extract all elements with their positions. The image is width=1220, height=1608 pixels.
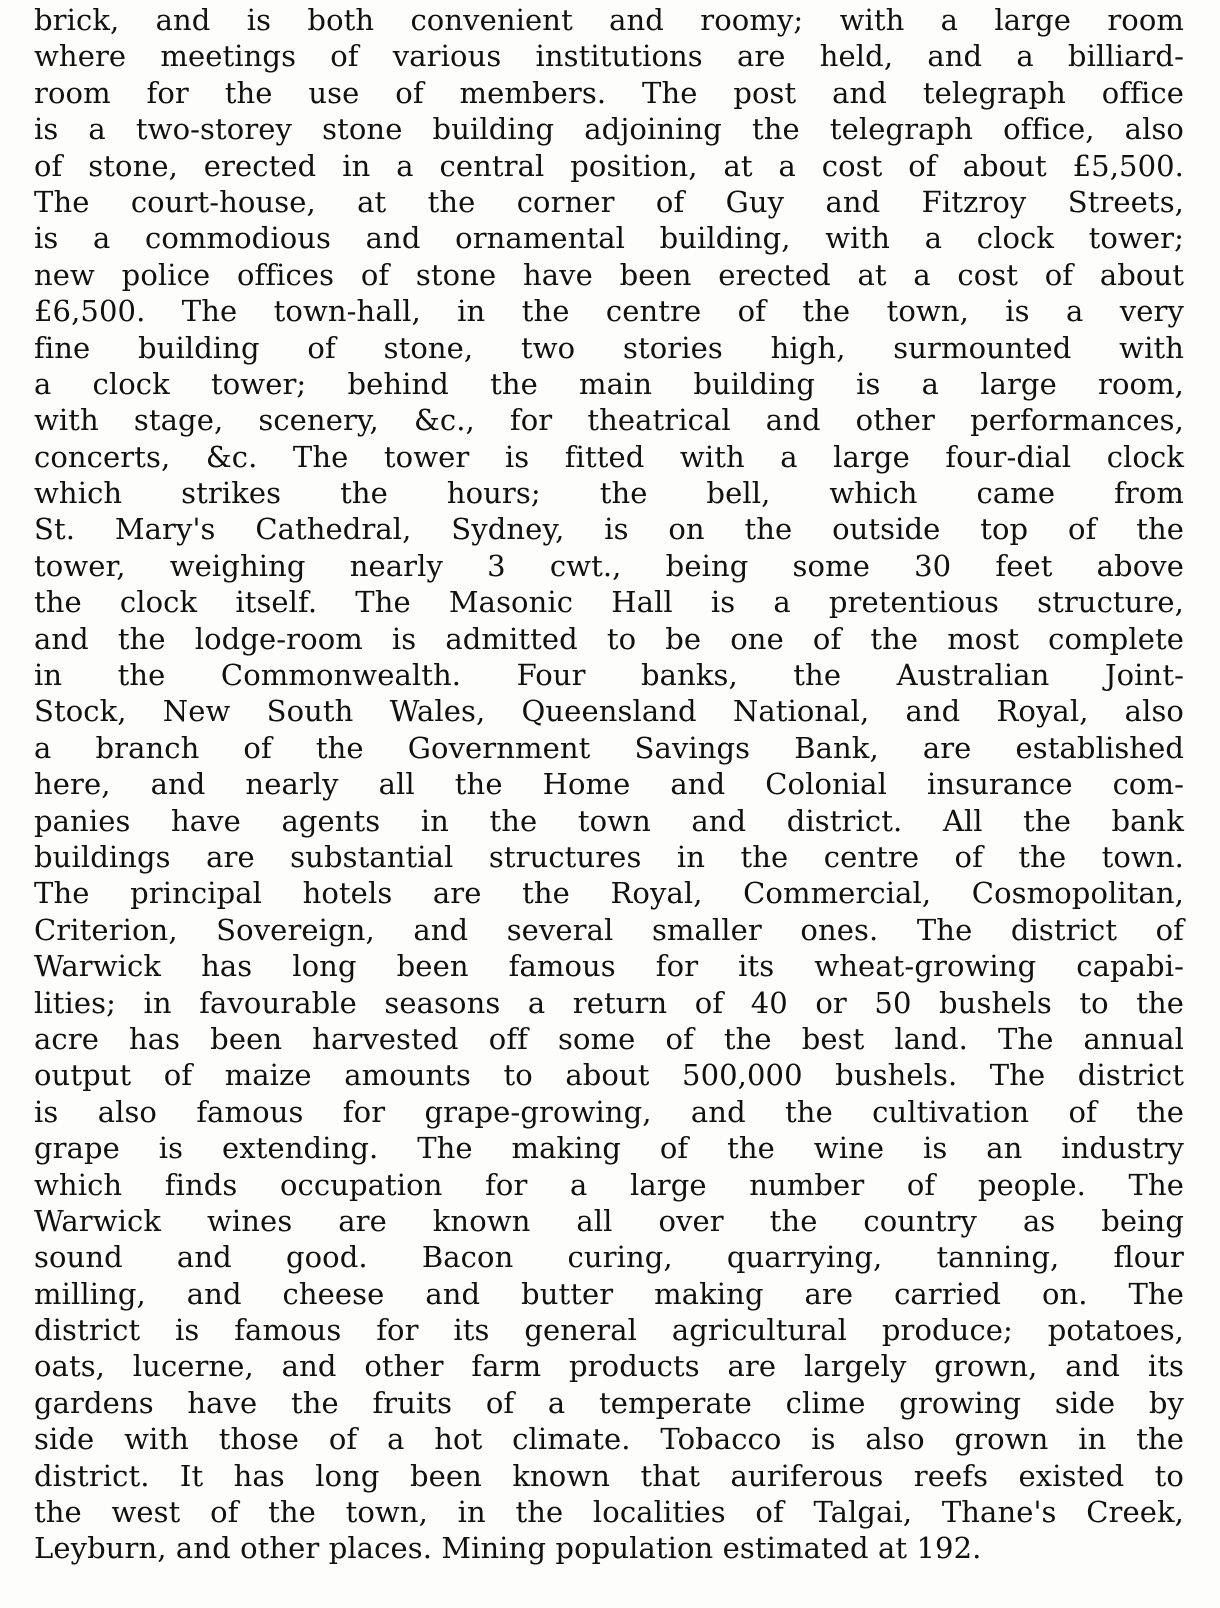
text-line: a branch of the Government Savings Bank, are established (34, 730, 1184, 765)
text-line: which finds occupation for a large number of people. The (34, 1167, 1184, 1202)
text-line: where meetings of various institutions are held, and a billiard- (34, 39, 1184, 74)
text-line: lities; in favourable seasons a return of 40 or 50 bushels to the (34, 985, 1184, 1020)
text-line: the west of the town, in the localities of Talgai, Thane's Creek, (34, 1495, 1184, 1530)
text-line: new police offices of stone have been erected at a cost of about (34, 257, 1184, 292)
text-line: grape is extending. The making of the wine is an industry (34, 1131, 1184, 1166)
text-line: acre has been harvested off some of the best land. The annual (34, 1021, 1184, 1056)
text-line: The principal hotels are the Royal, Commercial, Cosmopolitan, (34, 876, 1184, 911)
text-line: Criterion, Sovereign, and several smaller ones. The district of (34, 912, 1184, 947)
text-line: Stock, New South Wales, Queensland National, and Royal, also (34, 694, 1184, 729)
text-line: sound and good. Bacon curing, quarrying, tanning, flour (34, 1240, 1184, 1275)
text-line: Warwick wines are known all over the country as being (34, 1203, 1184, 1238)
text-line: district. It has long been known that auriferous reefs existed to (34, 1458, 1184, 1493)
text-line: is a two-storey stone building adjoining the telegraph office, also (34, 112, 1184, 147)
text-line: side with those of a hot climate. Tobacco is also grown in the (34, 1422, 1184, 1457)
text-line: is a commodious and ornamental building, with a clock tower; (34, 221, 1184, 256)
text-line: with stage, scenery, &c., for theatrical and other performances, (34, 403, 1184, 438)
text-line: is also famous for grape-growing, and the cultivation of the (34, 1094, 1184, 1129)
text-line: room for the use of members. The post and telegraph office (34, 75, 1184, 110)
text-line: gardens have the fruits of a temperate clime growing side by (34, 1385, 1184, 1420)
text-line: in the Commonwealth. Four banks, the Australian Joint- (34, 658, 1184, 693)
text-line: buildings are substantial structures in the centre of the town. (34, 839, 1184, 874)
text-line: district is famous for its general agricultural produce; potatoes, (34, 1313, 1184, 1348)
text-line: a clock tower; behind the main building is a large room, (34, 366, 1184, 401)
text-line: fine building of stone, two stories high, surmounted with (34, 330, 1184, 365)
text-line: Leyburn, and other places. Mining population estimated at 192. (34, 1531, 982, 1566)
text-line: of stone, erected in a central position, at a cost of about £5,500. (34, 148, 1184, 183)
text-line: The court-house, at the corner of Guy and Fitzroy Streets, (34, 184, 1184, 219)
text-line: St. Mary's Cathedral, Sydney, is on the outside top of the (34, 512, 1184, 547)
text-line: here, and nearly all the Home and Colonial insurance com- (34, 767, 1184, 802)
text-line: output of maize amounts to about 500,000 bushels. The district (34, 1058, 1184, 1093)
text-line: Warwick has long been famous for its wheat-growing capabi- (34, 949, 1184, 984)
text-line: £6,500. The town-hall, in the centre of the town, is a very (34, 294, 1184, 329)
text-line: concerts, &c. The tower is fitted with a large four-dial clock (34, 439, 1184, 474)
text-line: and the lodge-room is admitted to be one of the most complete (34, 621, 1184, 656)
body-text-block (34, 2, 1184, 1567)
text-line: tower, weighing nearly 3 cwt., being some 30 feet above (34, 548, 1184, 583)
text-line: which strikes the hours; the bell, which came from (34, 476, 1184, 511)
text-line: oats, lucerne, and other farm products are largely grown, and its (34, 1349, 1184, 1384)
text-line: milling, and cheese and butter making are carried on. The (34, 1276, 1184, 1311)
text-line: panies have agents in the town and district. All the bank (34, 803, 1184, 838)
text-line: brick, and is both convenient and roomy; with a large room (34, 3, 1184, 37)
text-line: the clock itself. The Masonic Hall is a pretentious structure, (34, 585, 1184, 620)
